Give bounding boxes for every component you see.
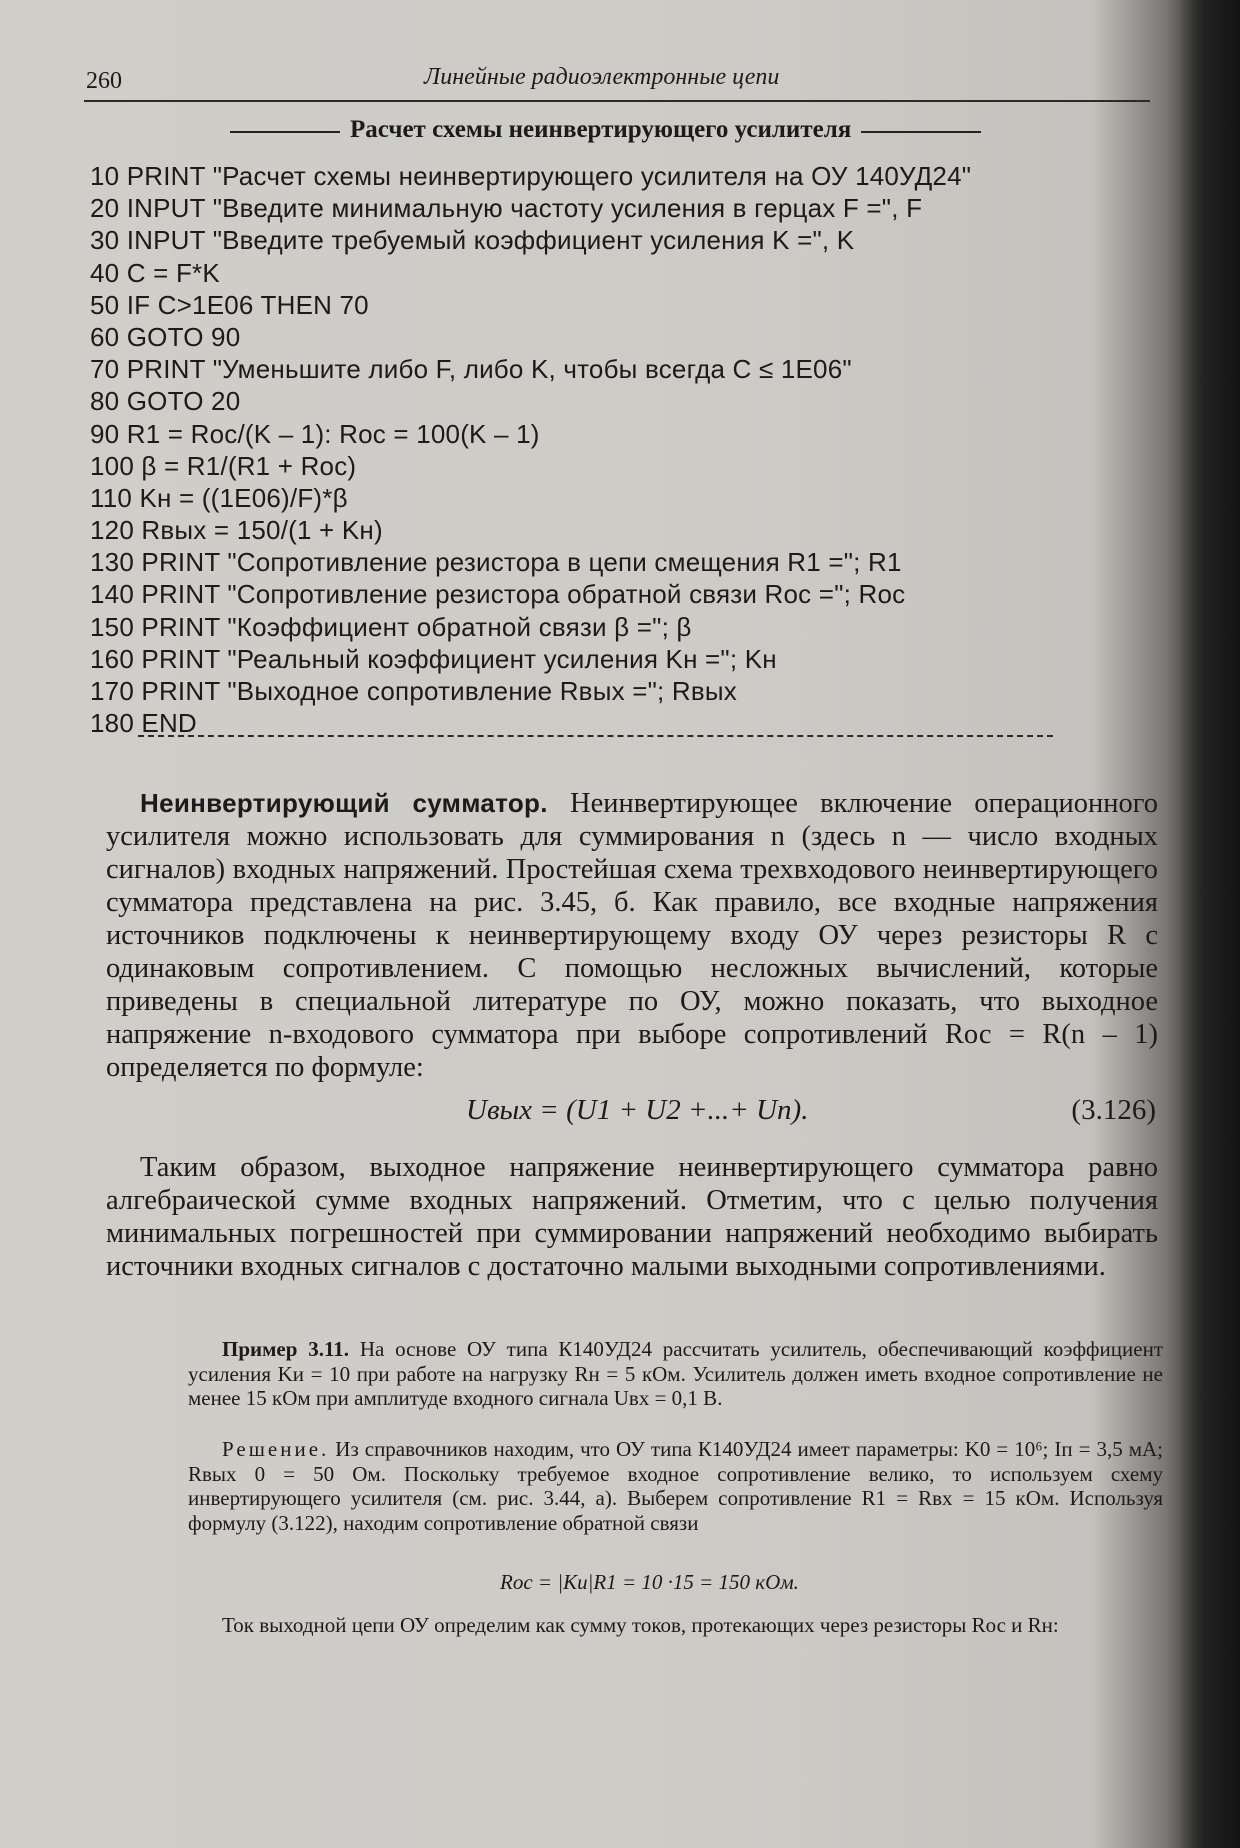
paragraph-conclusion: Таким образом, выходное напряжение неинвертирующего сумматора равно алгебраической сумме входных напряжений. Отметим, что с целью получения минимальных погрешностей при суммировании напряжений необходимо выбирать источники входных сигналов с достаточно малыми выходными сопротивлениями.: [106, 1152, 1158, 1282]
code-line: 180 END: [90, 708, 197, 739]
code-line: 140 PRINT "Сопротивление резистора обратной связи Roc ="; Roc: [90, 579, 906, 610]
code-line: 50 IF C>1E06 THEN 70: [90, 289, 369, 320]
solution-lead: Решение.: [222, 1437, 330, 1461]
section-lead: Неинвертирующий сумматор.: [140, 788, 548, 818]
code-line: 80 GOTO 20: [90, 386, 241, 417]
listing-title: Расчет схемы неинвертирующего усилителя: [350, 116, 852, 143]
code-line: 130 PRINT "Сопротивление резистора в цепи смещения R1 ="; R1: [90, 547, 902, 578]
code-line: 60 GOTO 90: [90, 321, 241, 352]
example-3-11: [188, 1337, 1163, 1411]
solution-formula: Rос = |Kи|R1 = 10 ·15 = 150 кОм.: [500, 1570, 799, 1594]
code-line: 120 Rвых = 150/(1 + Kн): [90, 515, 383, 546]
listing-end-rule: [138, 735, 1053, 737]
formula-3-126: [106, 1094, 1158, 1130]
solution-block: [188, 1437, 1163, 1535]
listing-title-row: [230, 112, 1050, 148]
code-line: 70 PRINT "Уменьшите либо F, либо K, чтобы всегда C ≤ 1E06": [90, 354, 852, 385]
example-lead: Пример 3.11.: [222, 1337, 350, 1361]
page-number: 260: [86, 68, 122, 94]
formula-text: Uвых = (U1 + U2 +...+ Un).: [466, 1094, 809, 1126]
running-title: Линейные радиоэлектронные цепи: [424, 64, 780, 90]
code-line: 100 β = R1/(R1 + Roc): [90, 450, 357, 481]
page-header: [84, 60, 1150, 102]
title-rule-left: [230, 131, 340, 133]
code-line: 30 INPUT "Введите требуемый коэффициент усиления K =", K: [90, 225, 855, 256]
paragraph-text: Неинвертирующее включение операционного усилителя можно использовать для суммирования n (здесь n — число входных сигналов) входных напряжений. Простейшая схема трехвходового неинвертирующего сумматора представлена на рис. 3.45, б. Как правило, все входные напряжения источников подключены к неинвертирующему входу ОУ через резисторы R с одинаковым сопротивлением. С помощью несложных вычислений, которые приведены в специальной литературе по ОУ, можно показать, что выходное напряжение n-входового сумматора при выборе сопротивлений Rос = R(n – 1) определяется по формуле:: [106, 788, 1159, 1083]
code-line: 10 PRINT "Расчет схемы неинвертирующего усилителя на ОУ 140УД24": [90, 161, 972, 191]
solution-tail: Ток выходной цепи ОУ определим как сумму токов, протекающих через резисторы Rос и Rн:: [222, 1613, 1059, 1637]
code-line: 170 PRINT "Выходное сопротивление Rвых ="; Rвых: [90, 676, 737, 706]
code-line: 160 PRINT "Реальный коэффициент усиления Kн ="; Kн: [90, 643, 777, 674]
example-text: На основе ОУ типа К140УД24 рассчитать усилитель, обеспечивающий коэффициент усиления Kи = 10 при работе на нагрузку Rн = 5 кОм. Усилитель должен иметь входное сопротивление не менее 15 кОм при амплитуде входного сигнала Uвх = 0,1 В.: [188, 1337, 1163, 1410]
spine-shadow: [1180, 0, 1240, 1848]
code-line: 90 R1 = Roc/(K – 1): Roc = 100(K – 1): [90, 418, 540, 449]
solution-text: Из справочников находим, что ОУ типа К140УД24 имеет параметры: K0 = 10⁶; Iп = 3,5 мА; Rвых 0 = 50 Ом. Поскольку требуемое входное сопротивление велико, то используем схему инвертирующего усилителя (см. рис. 3.44, а). Выберем сопротивление R1 = Rвх = 15 кОм. Используя формулу (3.122), находим сопротивление обратной связи: [188, 1437, 1164, 1535]
title-rule-right: [861, 131, 981, 133]
code-line: 150 PRINT "Коэффициент обратной связи β ="; β: [90, 611, 692, 642]
basic-listing: [90, 160, 1090, 739]
code-line: 40 C = F*K: [90, 257, 220, 288]
paragraph-summator: [106, 787, 1158, 1084]
code-line: 110 Kн = ((1E06)/F)*β: [90, 482, 348, 513]
formula-number: (3.126): [1071, 1094, 1156, 1126]
code-line: 20 INPUT "Введите минимальную частоту усиления в герцах F =", F: [90, 193, 923, 224]
